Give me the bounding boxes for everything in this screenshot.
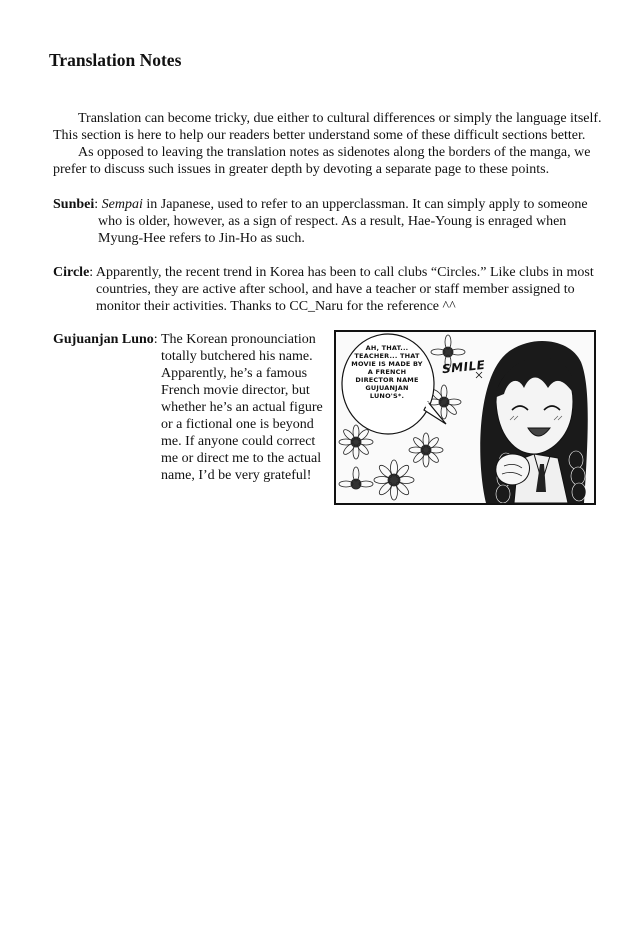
manga-panel: [334, 330, 596, 505]
intro-section: [53, 110, 613, 178]
intro-paragraph-1: Translation can become tricky, due either to cultural differences or simply the language itself. This section is here to help our readers better understand some of these difficult sections better.: [53, 111, 602, 143]
note-circle: [53, 264, 613, 315]
note-term: Gujuanjan Luno:: [53, 332, 158, 347]
note-text-line1: Apparently, the recent trend in Korea has been to call clubs “Circles.” Like clubs in most: [95, 265, 594, 280]
note-text-continued: who is older, however, as a sign of respect. As a result, Hae-Young is enraged when Myung-Hee refers to Jin-Ho as such.: [98, 214, 567, 246]
note-sunbei: [53, 196, 613, 247]
intro-paragraph-2: As opposed to leaving the translation notes as sidenotes along the borders of the manga, we prefer to discuss such issues in greater depth by devoting a separate page to these points.: [53, 145, 591, 177]
note-term: Circle: [53, 265, 90, 280]
note-text-continued: countries, they are active after school, and have a teacher or staff member assigned to monitor their activities. Thanks to CC_Naru for the reference ^^: [96, 282, 575, 314]
note-separator: :: [94, 197, 102, 212]
note-separator: :: [153, 332, 158, 347]
sound-effect-text: SMILE: [441, 357, 487, 377]
speech-bubble-text: AH, THAT... TEACHER... THAT MOVIE IS MADE BY A FRENCH DIRECTOR NAME GUJUANJAN LUNO'S*.: [351, 344, 423, 400]
note-term: Sunbei: [53, 197, 95, 212]
page-title: Translation Notes: [49, 50, 182, 70]
note-text-line1: in Japanese, used to refer to an upperclassman. It can simply apply to someone: [142, 197, 588, 212]
note-emphasis: Sempai: [101, 197, 143, 212]
note-gujuanjan-luno: [53, 331, 328, 484]
note-text: The Korean pronounciation totally butchered his name. Apparently, he’s a famous French movie director, but whether he’s an actual figure or a fictional one is beyond me. If anyone could correct me or direct me to the actual name, I’d be very grateful!: [161, 332, 323, 483]
note-separator: :: [89, 265, 96, 280]
